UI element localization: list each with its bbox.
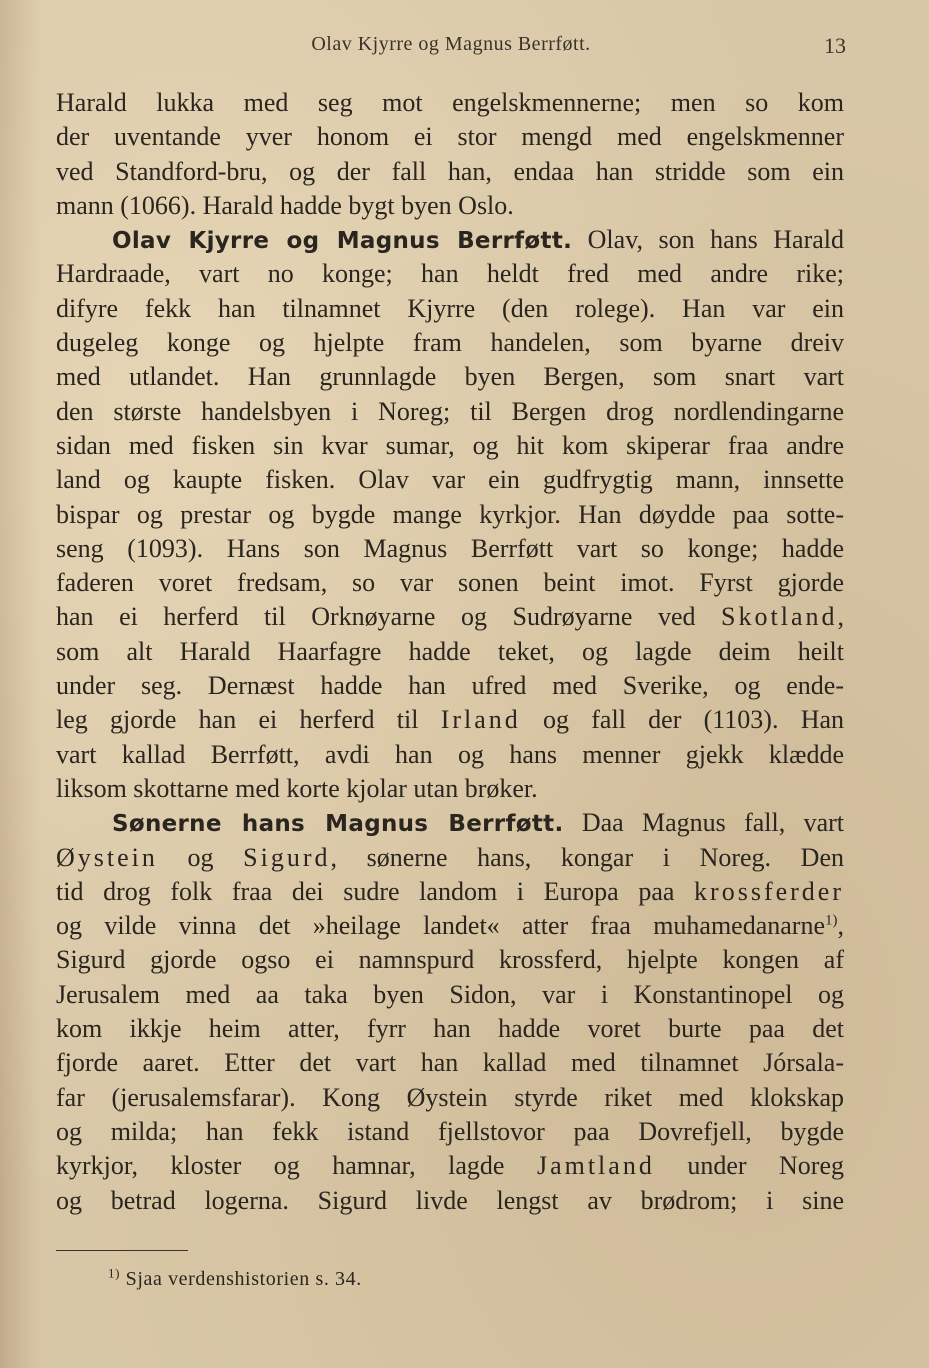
text-run: som alt Harald Haarfagre hadde teket, og lagde deim heilt — [56, 636, 844, 666]
page-number: 13 — [824, 33, 846, 58]
text-run: med utlandet. Han grunnlagde byen Bergen, som snart vart — [56, 362, 844, 392]
text-line — [56, 429, 844, 463]
text-line — [56, 943, 844, 977]
text-run: mann (1066). Harald hadde bygt byen Oslo. — [56, 190, 514, 220]
text-run: fjorde aaret. Etter det vart han kallad med tilnamnet Jórsala- — [56, 1048, 844, 1078]
text-line — [56, 1046, 844, 1080]
text-line — [56, 978, 844, 1012]
text-run: kom ikkje heim atter, fyrr han hadde voret burte paa det — [56, 1014, 844, 1044]
text-run: og — [157, 842, 244, 872]
text-line — [56, 292, 844, 326]
text-run: faderen voret fredsam, so var sonen beint imot. Fyrst gjorde — [56, 568, 844, 598]
spaced-emphasis: Øystein — [56, 842, 158, 872]
running-head — [56, 33, 846, 61]
spaced-emphasis: Irland — [440, 705, 521, 735]
text-run: Olav, son hans Harald — [572, 225, 844, 255]
text-line — [56, 1115, 844, 1149]
text-line — [56, 120, 844, 154]
text-line — [56, 703, 844, 737]
text-run: , sønerne hans, kongar i Noreg. Den — [330, 842, 844, 872]
text-line — [56, 669, 844, 703]
text-line — [56, 498, 844, 532]
text-run: Sigurd gjorde ogso ei namnspurd krossferd, hjelpte kongen af — [56, 945, 844, 975]
text-line — [56, 1149, 844, 1183]
text-line — [56, 1081, 844, 1115]
text-run: Daa Magnus fall, vart — [563, 808, 844, 838]
text-line — [56, 841, 844, 875]
text-line — [56, 635, 844, 669]
text-run: dugeleg konge og hjelpte fram handelen, som byarne dreiv — [56, 328, 844, 358]
text-run: han ei herferd til Orknøyarne og Sudrøyarne ved — [56, 602, 722, 632]
footnote-rule — [56, 1250, 188, 1251]
text-line — [56, 360, 844, 394]
text-run: seng (1093). Hans son Magnus Berrføtt vart so konge; hadde — [56, 533, 844, 563]
text-line — [56, 772, 844, 806]
text-line — [56, 395, 844, 429]
text-line — [56, 738, 844, 772]
text-run: den største handelsbyen i Noreg; til Bergen drog nordlendingarne — [56, 396, 844, 426]
text-run: under seg. Dernæst hadde han ufred med Sverike, og ende- — [56, 671, 844, 701]
text-run: vart kallad Berrføtt, avdi han og hans menner gjekk klædde — [56, 739, 844, 769]
text-run: difyre fekk han tilnamnet Kjyrre (den rolege). Han var ein — [56, 293, 844, 323]
text-run: og milda; han fekk istand fjellstovor paa Dovrefjell, bygde — [56, 1116, 844, 1146]
text-run: liksom skottarne med korte kjolar utan brøker. — [56, 773, 538, 803]
text-line — [56, 189, 844, 223]
text-run: der uventande yver honom ei stor mengd med engelskmenner — [56, 122, 844, 152]
footnote-marker: 1) — [108, 1265, 121, 1281]
footnote-text: Sjaa verdenshistorien s. 34. — [120, 1268, 362, 1290]
text-run: under Noreg — [654, 1151, 844, 1181]
text-line — [56, 257, 844, 291]
spaced-emphasis: Sigurd — [243, 842, 331, 872]
footnote — [108, 1265, 362, 1291]
text-run: , — [837, 911, 844, 941]
text-run: og fall der (1103). Han — [520, 705, 844, 735]
spaced-emphasis: krossferder — [694, 876, 844, 906]
text-run: kyrkjor, kloster og hamnar, lagde — [56, 1151, 537, 1181]
text-run: far (jerusalemsfarar). Kong Øystein styrde riket med klokskap — [56, 1082, 844, 1112]
text-run: Harald lukka med seg mot engelskmennerne; men so kom — [56, 88, 844, 117]
text-run: bispar og prestar og bygde mange kyrkjor. Han døydde paa sotte- — [56, 499, 844, 529]
text-run: tid drog folk fraa dei sudre landom i Europa paa — [56, 876, 695, 906]
section-heading: Olav Kjyrre og Magnus Berrføtt. — [112, 228, 573, 255]
text-line — [56, 909, 844, 943]
text-line — [56, 600, 844, 634]
text-line — [56, 326, 844, 360]
text-line — [56, 463, 844, 497]
text-line — [56, 86, 844, 120]
spaced-emphasis: Skotland — [721, 602, 838, 632]
text-run: Jerusalem med aa taka byen Sidon, var i Konstantinopel og — [56, 979, 844, 1009]
text-line — [56, 1012, 844, 1046]
text-line — [56, 875, 844, 909]
body-text — [56, 86, 844, 1218]
text-run: sidan med fisken sin kvar sumar, og hit kom skiperar fraa andre — [56, 430, 844, 460]
text-run: leg gjorde han ei herferd til — [56, 705, 441, 735]
text-line — [56, 806, 844, 840]
text-run: og vilde vinna det »heilage landet« atter fraa muhamedanarne — [56, 911, 825, 941]
text-line — [56, 1184, 844, 1218]
section-heading: Sønerne hans Magnus Berrføtt. — [112, 811, 564, 838]
text-line — [56, 223, 844, 257]
running-title: Olav Kjyrre og Magnus Berrføtt. — [311, 33, 591, 55]
footnote-reference: 1) — [825, 912, 838, 929]
text-run: Hardraade, vart no konge; han heldt fred med andre rike; — [56, 259, 844, 289]
text-run: ved Standford-bru, og der fall han, endaa han stridde som ein — [56, 156, 844, 186]
text-run: , — [837, 602, 844, 632]
text-line — [56, 566, 844, 600]
spaced-emphasis: Jamtland — [536, 1151, 655, 1181]
text-run: land og kaupte fisken. Olav var ein gudfrygtig mann, innsette — [56, 465, 844, 495]
text-line — [56, 155, 844, 189]
text-line — [56, 532, 844, 566]
text-run: og betrad logerna. Sigurd livde lengst av brødrom; i sine — [56, 1185, 844, 1215]
